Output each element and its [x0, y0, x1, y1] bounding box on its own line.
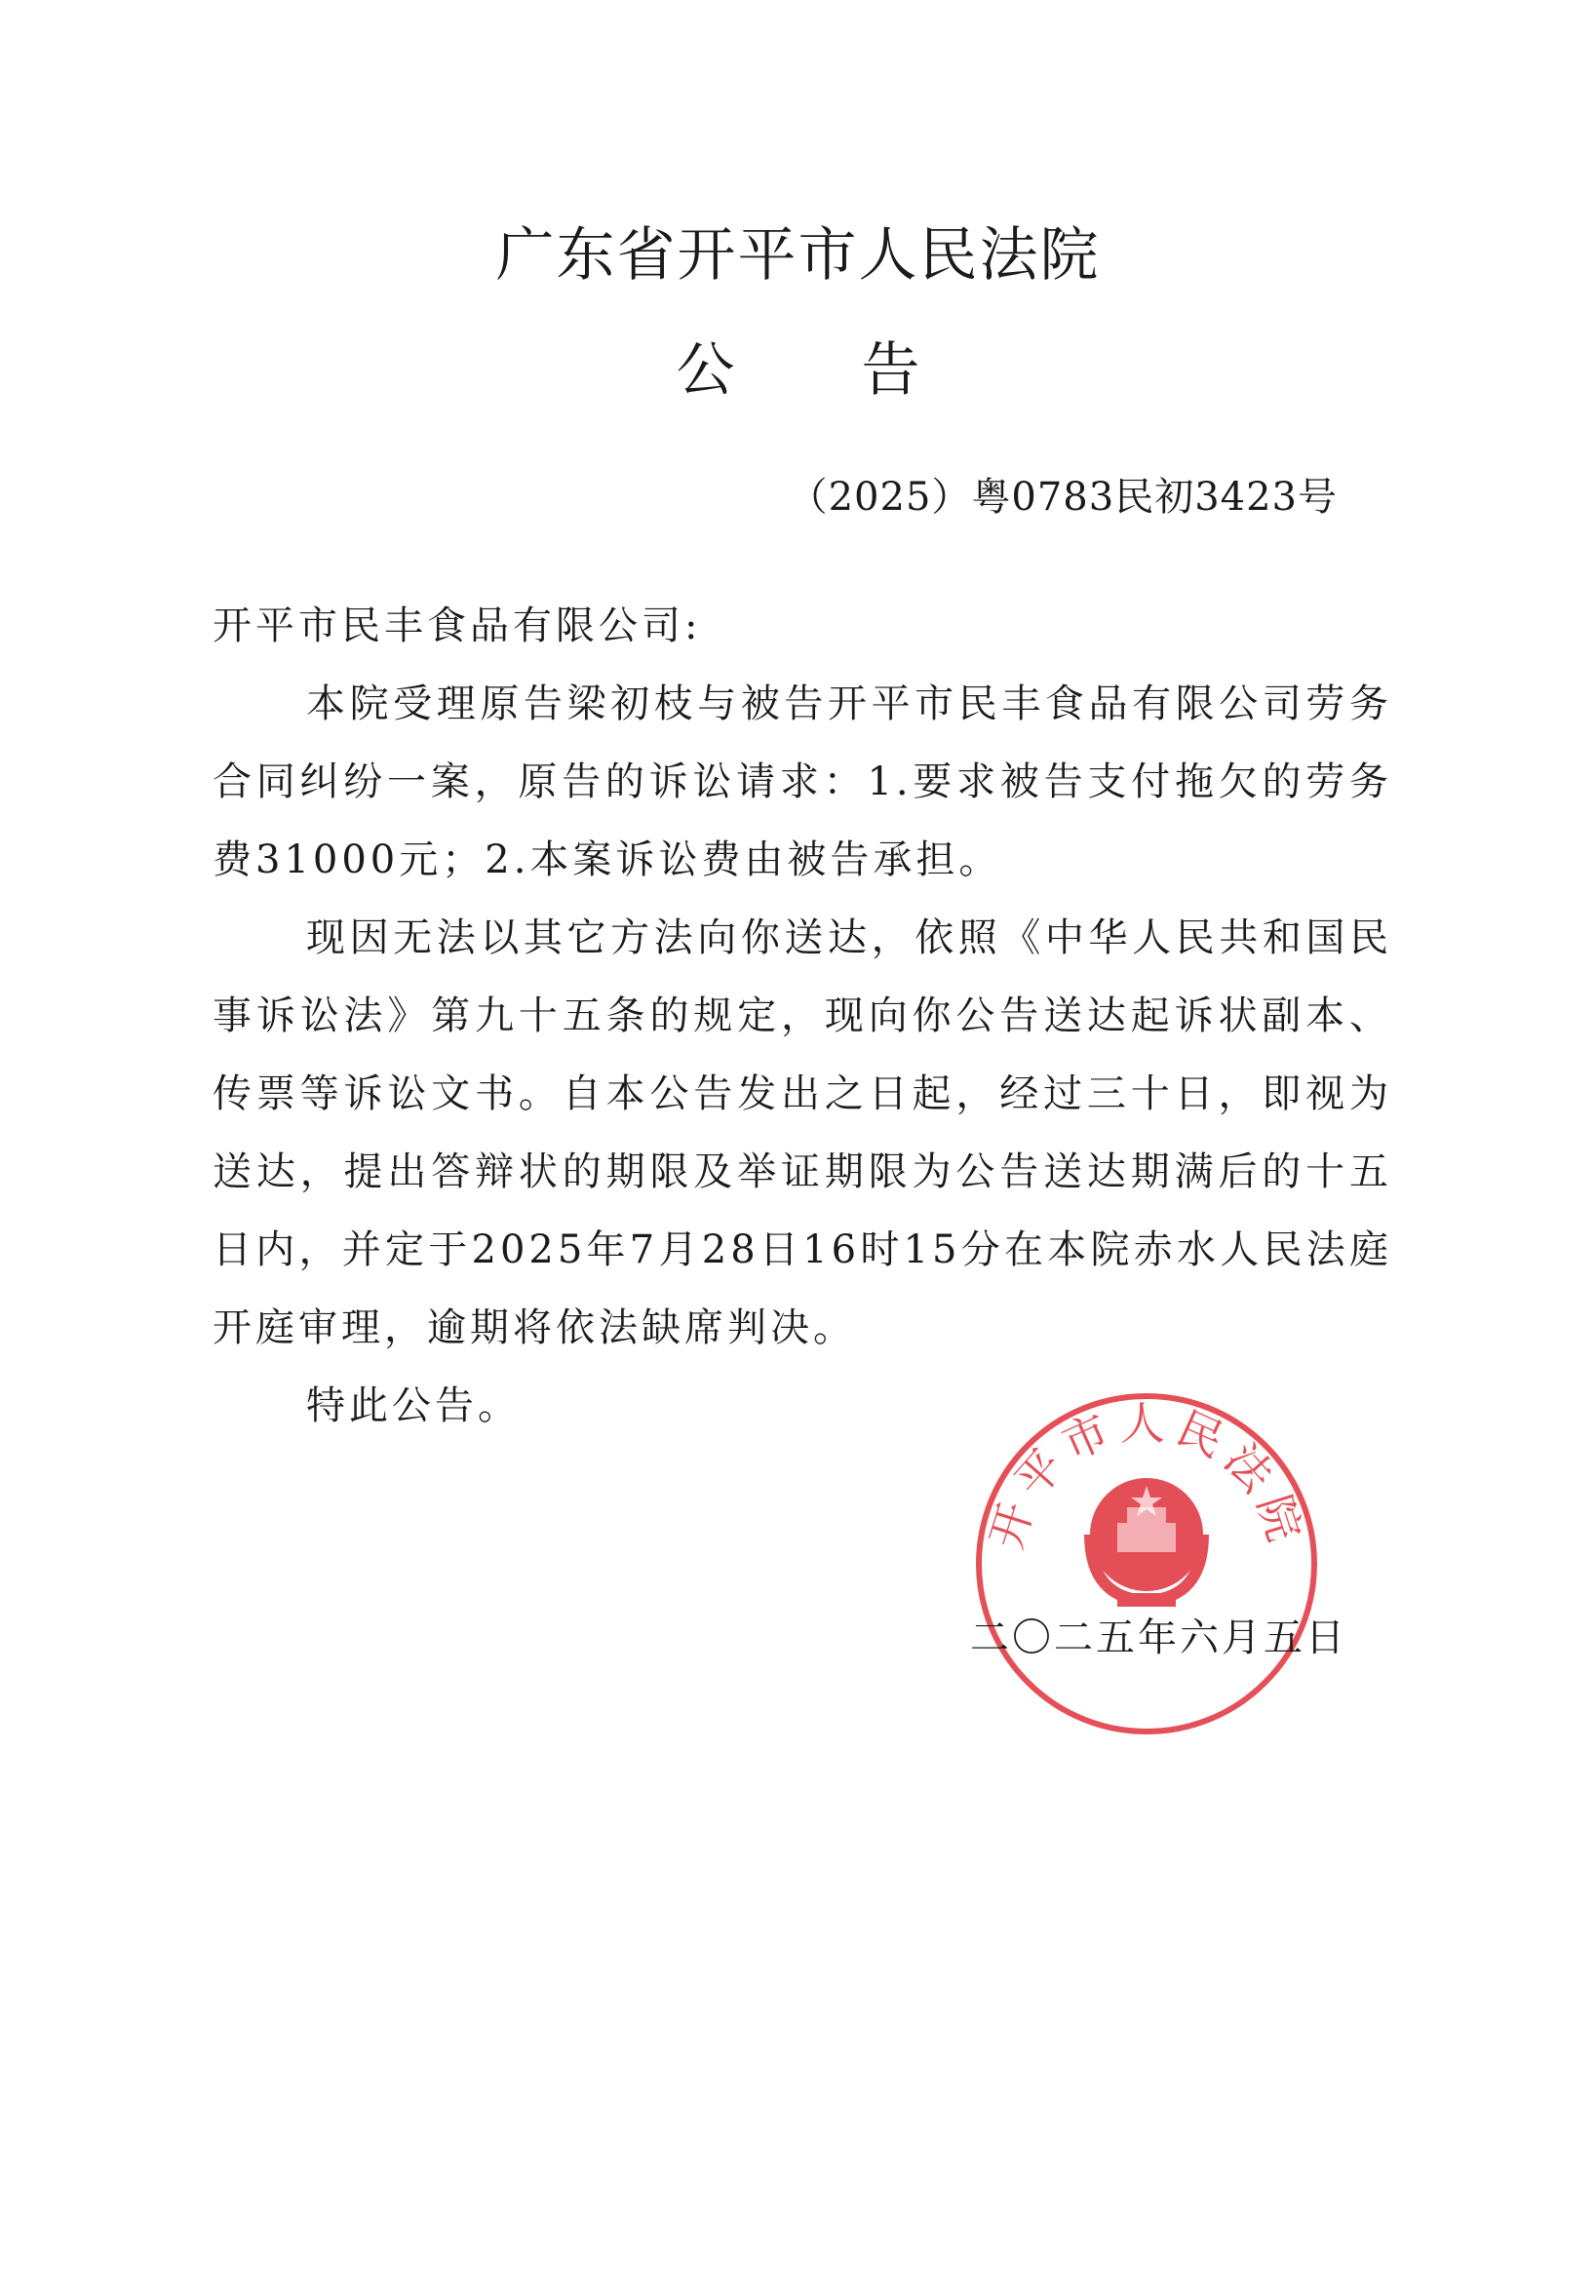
court-name-title: 广东省开平市人民法院: [495, 221, 1101, 290]
notice-date: 二〇二五年六月五日: [970, 1615, 1347, 1660]
notice-title-left: 公: [676, 336, 735, 405]
notice-body: [213, 587, 1392, 1445]
closing-statement: 特此公告。: [306, 1383, 521, 1428]
paragraph-service: 现因无法以其它方法向你送达，依照《中华人民共和国民事诉讼法》第九十五条的规定，现向你公告送达起诉状副本、传票等诉讼文书。自本公告发出之日起，经过三十日，即视为送达，提出答辩状的期限及举证期限为公告送达期满后的十五日内，并定于2025年7月28日16时15分在本院赤水人民法庭开庭审理，逾期将依法缺席判决。: [213, 915, 1392, 1350]
notice-title-right: 告: [861, 336, 920, 405]
national-emblem-icon: [1090, 1478, 1203, 1607]
addressee: 开平市民丰食品有限公司:: [213, 603, 702, 648]
notice-title: [0, 331, 1596, 409]
seal-text: 开平市人民法院: [979, 1397, 1314, 1555]
case-number: （2025）粤0783民初3423号: [788, 475, 1338, 520]
paragraph-claims: 本院受理原告梁初枝与被告开平市民丰食品有限公司劳务合同纠纷一案，原告的诉讼请求：1.要求被告支付拖欠的劳务费31000元；2.本案诉讼费由被告承担。: [213, 681, 1392, 882]
court-seal: [971, 1388, 1322, 1739]
